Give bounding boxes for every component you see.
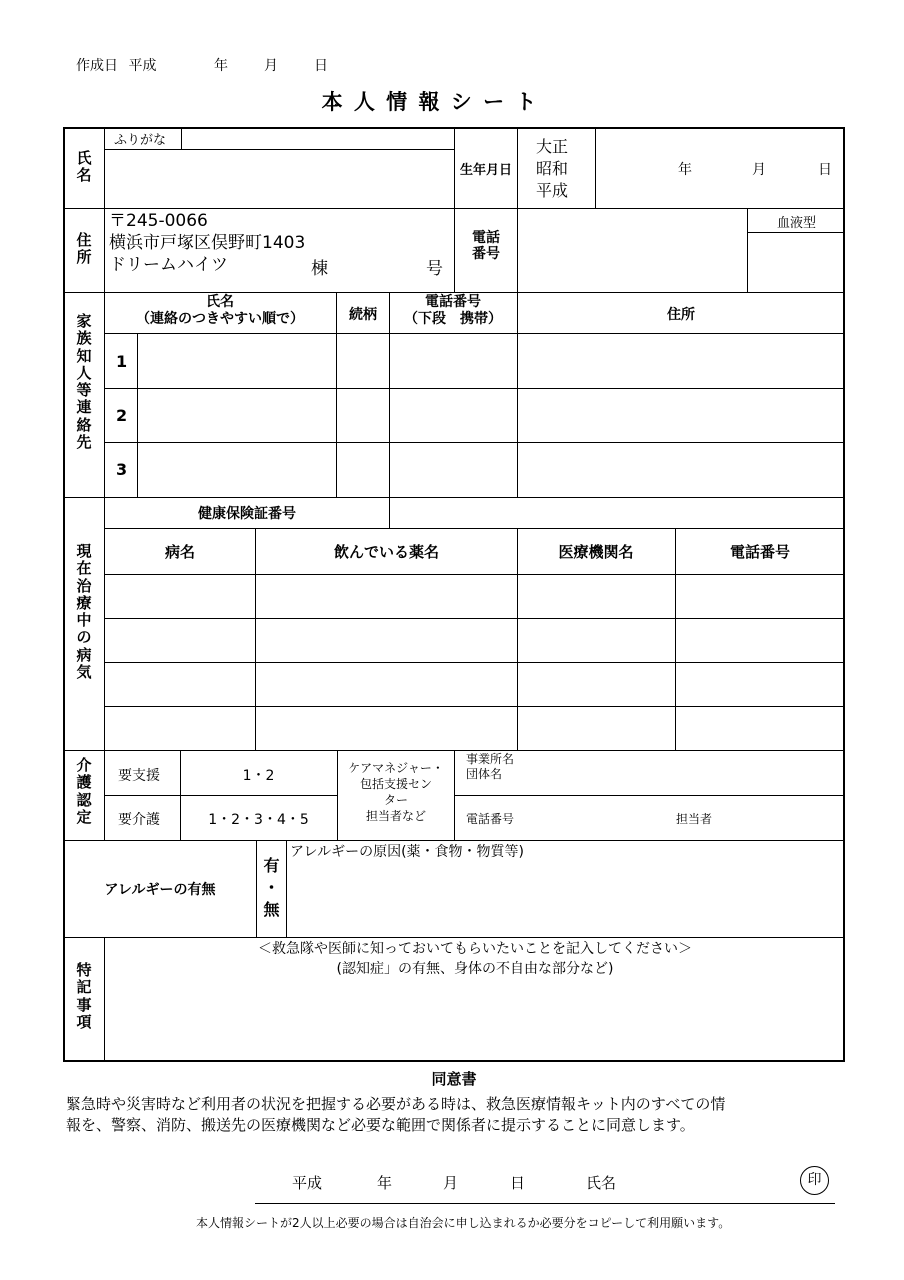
consent-name-field[interactable] [630,1166,790,1196]
allergy-no[interactable]: 無 [263,900,280,919]
care-levels[interactable]: 1・2・3・4・5 [208,812,309,828]
footer-note: 本人情報シートが2人以上必要の場合は自治会に申し込まれるか必要分をコピーして利用願います。 [196,1216,731,1230]
building-unit: 棟 [311,259,328,279]
consent-era: 平成 [292,1174,323,1192]
hospital-phone-header: 電話番号 [729,543,790,561]
contact-row-1-name-field[interactable] [140,336,334,386]
created-label: 作成日 [76,58,118,74]
contact-address-header: 住所 [667,307,695,323]
contact-row-3-name-field[interactable] [140,445,334,495]
consent-name-label: 氏名 [586,1174,617,1192]
address-line2: ドリームハイツ [109,255,228,275]
address-line1: 横浜市戸塚区俣野町1403 [109,233,306,253]
era-heisei[interactable]: 平成 [536,181,569,200]
care-manager-label: ケアマネジャー・ 包括支援セン ター 担当者など [348,761,444,823]
created-day: 日 [314,58,328,74]
blood-type-label: 血液型 [776,216,816,231]
furigana-label: ふりがな [114,133,167,148]
care-section-label: 介 護 認 定 [76,756,92,826]
consent-text: 緊急時や災害時など利用者の状況を把握する必要がある時は、救急医療情報キット内のすべての情 報を、警察、消防、搬送先の医療機関など必要な範囲で関係者に提示することに同意します。 [66,1095,726,1134]
illness-section-label: 現 在 治 療 中 の 病 気 [76,542,92,681]
notes-field[interactable] [108,982,842,1059]
allergy-cause-label: アレルギーの原因(薬・食物・物質等) [290,844,525,860]
address-block[interactable] [109,210,305,276]
name-field[interactable] [107,153,451,205]
birth-day-label: 日 [818,162,832,178]
name-section-label: 氏 名 [76,149,92,185]
consent-year: 年 [377,1174,393,1192]
creation-date [76,55,156,75]
family-section-label: 家 族 知 人 等 連 絡 先 [76,312,92,451]
phone-field[interactable] [520,212,744,288]
contact-row-3-number: 3 [116,460,128,479]
consent-title: 同意書 [431,1070,477,1088]
medicine-header: 飲んでいる薬名 [333,543,439,561]
room-unit: 号 [426,259,443,279]
insurance-number-field[interactable] [392,500,842,526]
contact-phone-header: 電話番号 （下段 携帯） [404,294,502,327]
allergy-yes[interactable]: 有 [263,856,280,875]
consent-day: 日 [510,1174,526,1192]
created-era: 平成 [128,58,157,74]
allergy-cause-field[interactable] [290,862,842,934]
address-section-label: 住 所 [76,231,92,267]
hospital-header: 医療機関名 [558,543,634,561]
relation-header: 続柄 [349,307,377,323]
birthdate-label: 生年月日 [459,163,512,178]
insurance-number-label: 健康保険証番号 [198,506,296,522]
contact-row-2-name-field[interactable] [140,391,334,440]
created-year: 年 [214,58,228,74]
seal-mark: 印 [800,1166,829,1195]
allergy-label: アレルギーの有無 [104,882,216,898]
era-options[interactable] [536,136,568,202]
disease-name-header: 病名 [164,543,195,561]
phone-label: 電話 番号 [472,230,500,263]
allergy-yes-no[interactable]: 有 ・ 無 [257,855,286,921]
birth-month-label: 月 [752,162,766,178]
person-in-charge-label: 担当者 [676,812,713,826]
support-levels[interactable]: 1・2 [242,768,275,784]
care-needed-label: 要介護 [118,812,160,828]
birth-year-label: 年 [678,162,692,178]
postal-code: 〒245-0066 [109,211,208,231]
blood-type-field[interactable] [750,235,843,290]
contact-name-header: 氏名 （連絡のつきやすい順で） [136,294,304,327]
created-month: 月 [264,58,278,74]
consent-month: 月 [443,1174,459,1192]
era-taisho[interactable]: 大正 [536,137,569,156]
era-showa[interactable]: 昭和 [536,159,569,178]
page-title: 本 人 情 報 シ ー ト [321,90,539,114]
office-name-label: 事業所名 団体名 [466,752,515,781]
support-needed-label: 要支援 [118,768,160,784]
office-phone-label: 電話番号 [466,812,515,826]
notes-section-label: 特 記 事 項 [76,961,92,1031]
contact-row-1-number: 1 [116,352,128,371]
contact-row-2-number: 2 [116,406,128,425]
notes-instructions: ＜救急隊や医師に知っておいてもらいたいことを記入してください＞ (認知症」の有無、身体の不自由な部分など) [258,941,692,977]
